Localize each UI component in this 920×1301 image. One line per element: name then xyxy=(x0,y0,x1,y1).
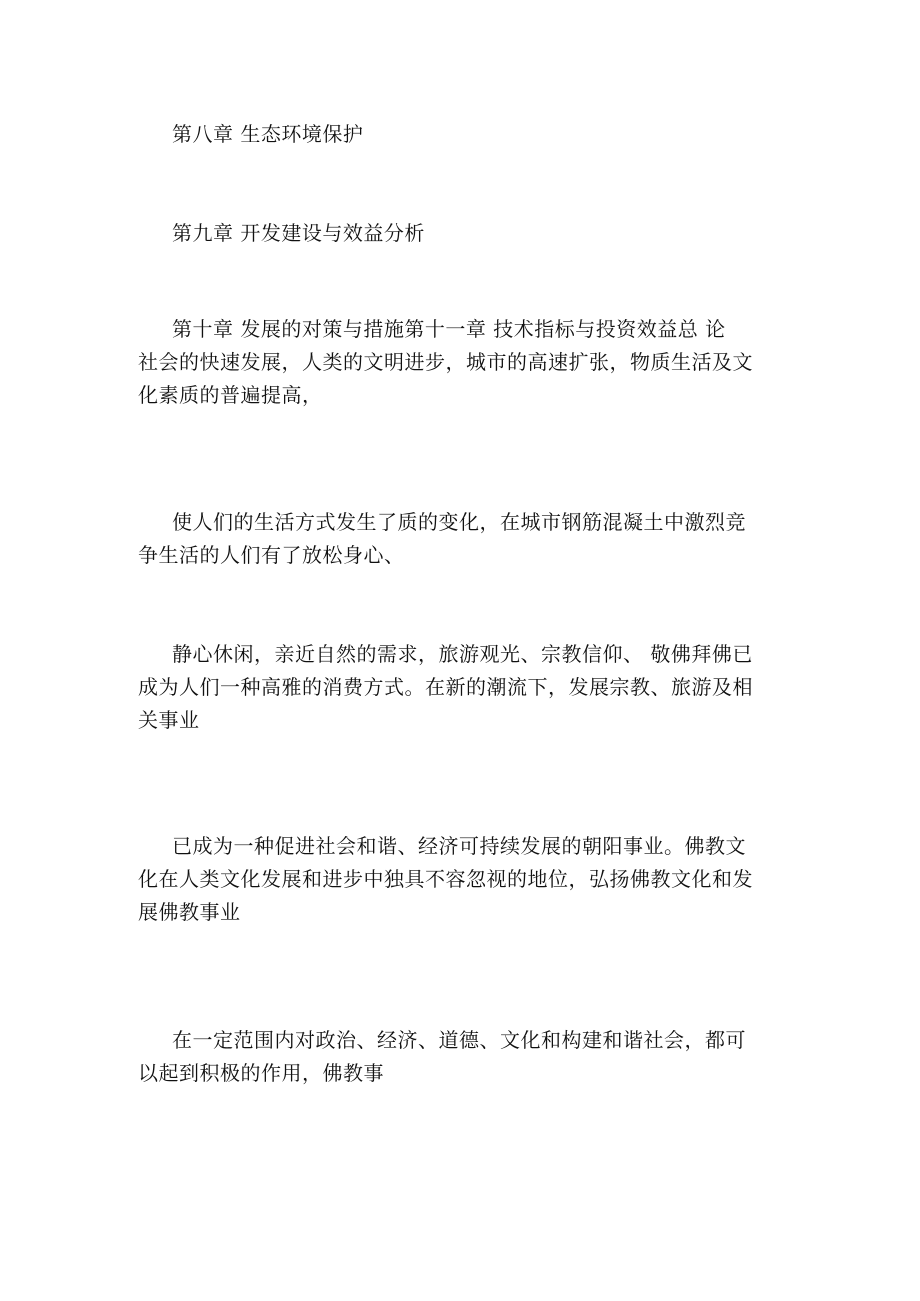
heading-chapter-8 xyxy=(138,118,778,151)
text-line: 静心休闲，亲近自然的需求，旅游观光、宗教信仰、 敬佛拜佛已 xyxy=(172,642,753,666)
text-line: 争生活的人们有了放松身心、 xyxy=(138,543,405,567)
paragraph-social-role xyxy=(138,1024,778,1090)
text-line: 化在人类文化发展和进步中独具不容忽视的地位，弘扬佛教文化和发 xyxy=(138,867,753,891)
text-line: 使人们的生活方式发生了质的变化，在城市钢筋混凝土中激烈竞 xyxy=(172,510,746,534)
text-line: 化素质的普遍提高， xyxy=(138,383,323,407)
paragraph-chapter-10-intro xyxy=(138,313,778,412)
text-line: 关事业 xyxy=(138,708,200,732)
paragraph-leisure xyxy=(138,638,778,737)
text-line: 成为人们一种高雅的消费方式。在新的潮流下，发展宗教、旅游及相 xyxy=(138,675,753,699)
text-line: 以起到积极的作用，佛教事 xyxy=(138,1061,384,1085)
heading-chapter-9 xyxy=(138,217,778,250)
paragraph-buddhist-culture xyxy=(138,830,778,929)
text-line: 展佛教事业 xyxy=(138,900,241,924)
paragraph-lifestyle xyxy=(138,506,778,572)
text-line: 已成为一种促进社会和谐、经济可持续发展的朝阳事业。佛教文 xyxy=(172,834,746,858)
text-line: 社会的快速发展，人类的文明进步，城市的高速扩张，物质生活及文 xyxy=(138,350,753,374)
text-line: 第十章 发展的对策与措施第十一章 技术指标与投资效益总 论 xyxy=(172,317,726,341)
text-line: 在一定范围内对政治、经济、道德、文化和构建和谐社会，都可 xyxy=(172,1028,746,1052)
text-line: 第九章 开发建设与效益分析 xyxy=(172,221,425,245)
text-line: 第八章 生态环境保护 xyxy=(172,122,364,146)
